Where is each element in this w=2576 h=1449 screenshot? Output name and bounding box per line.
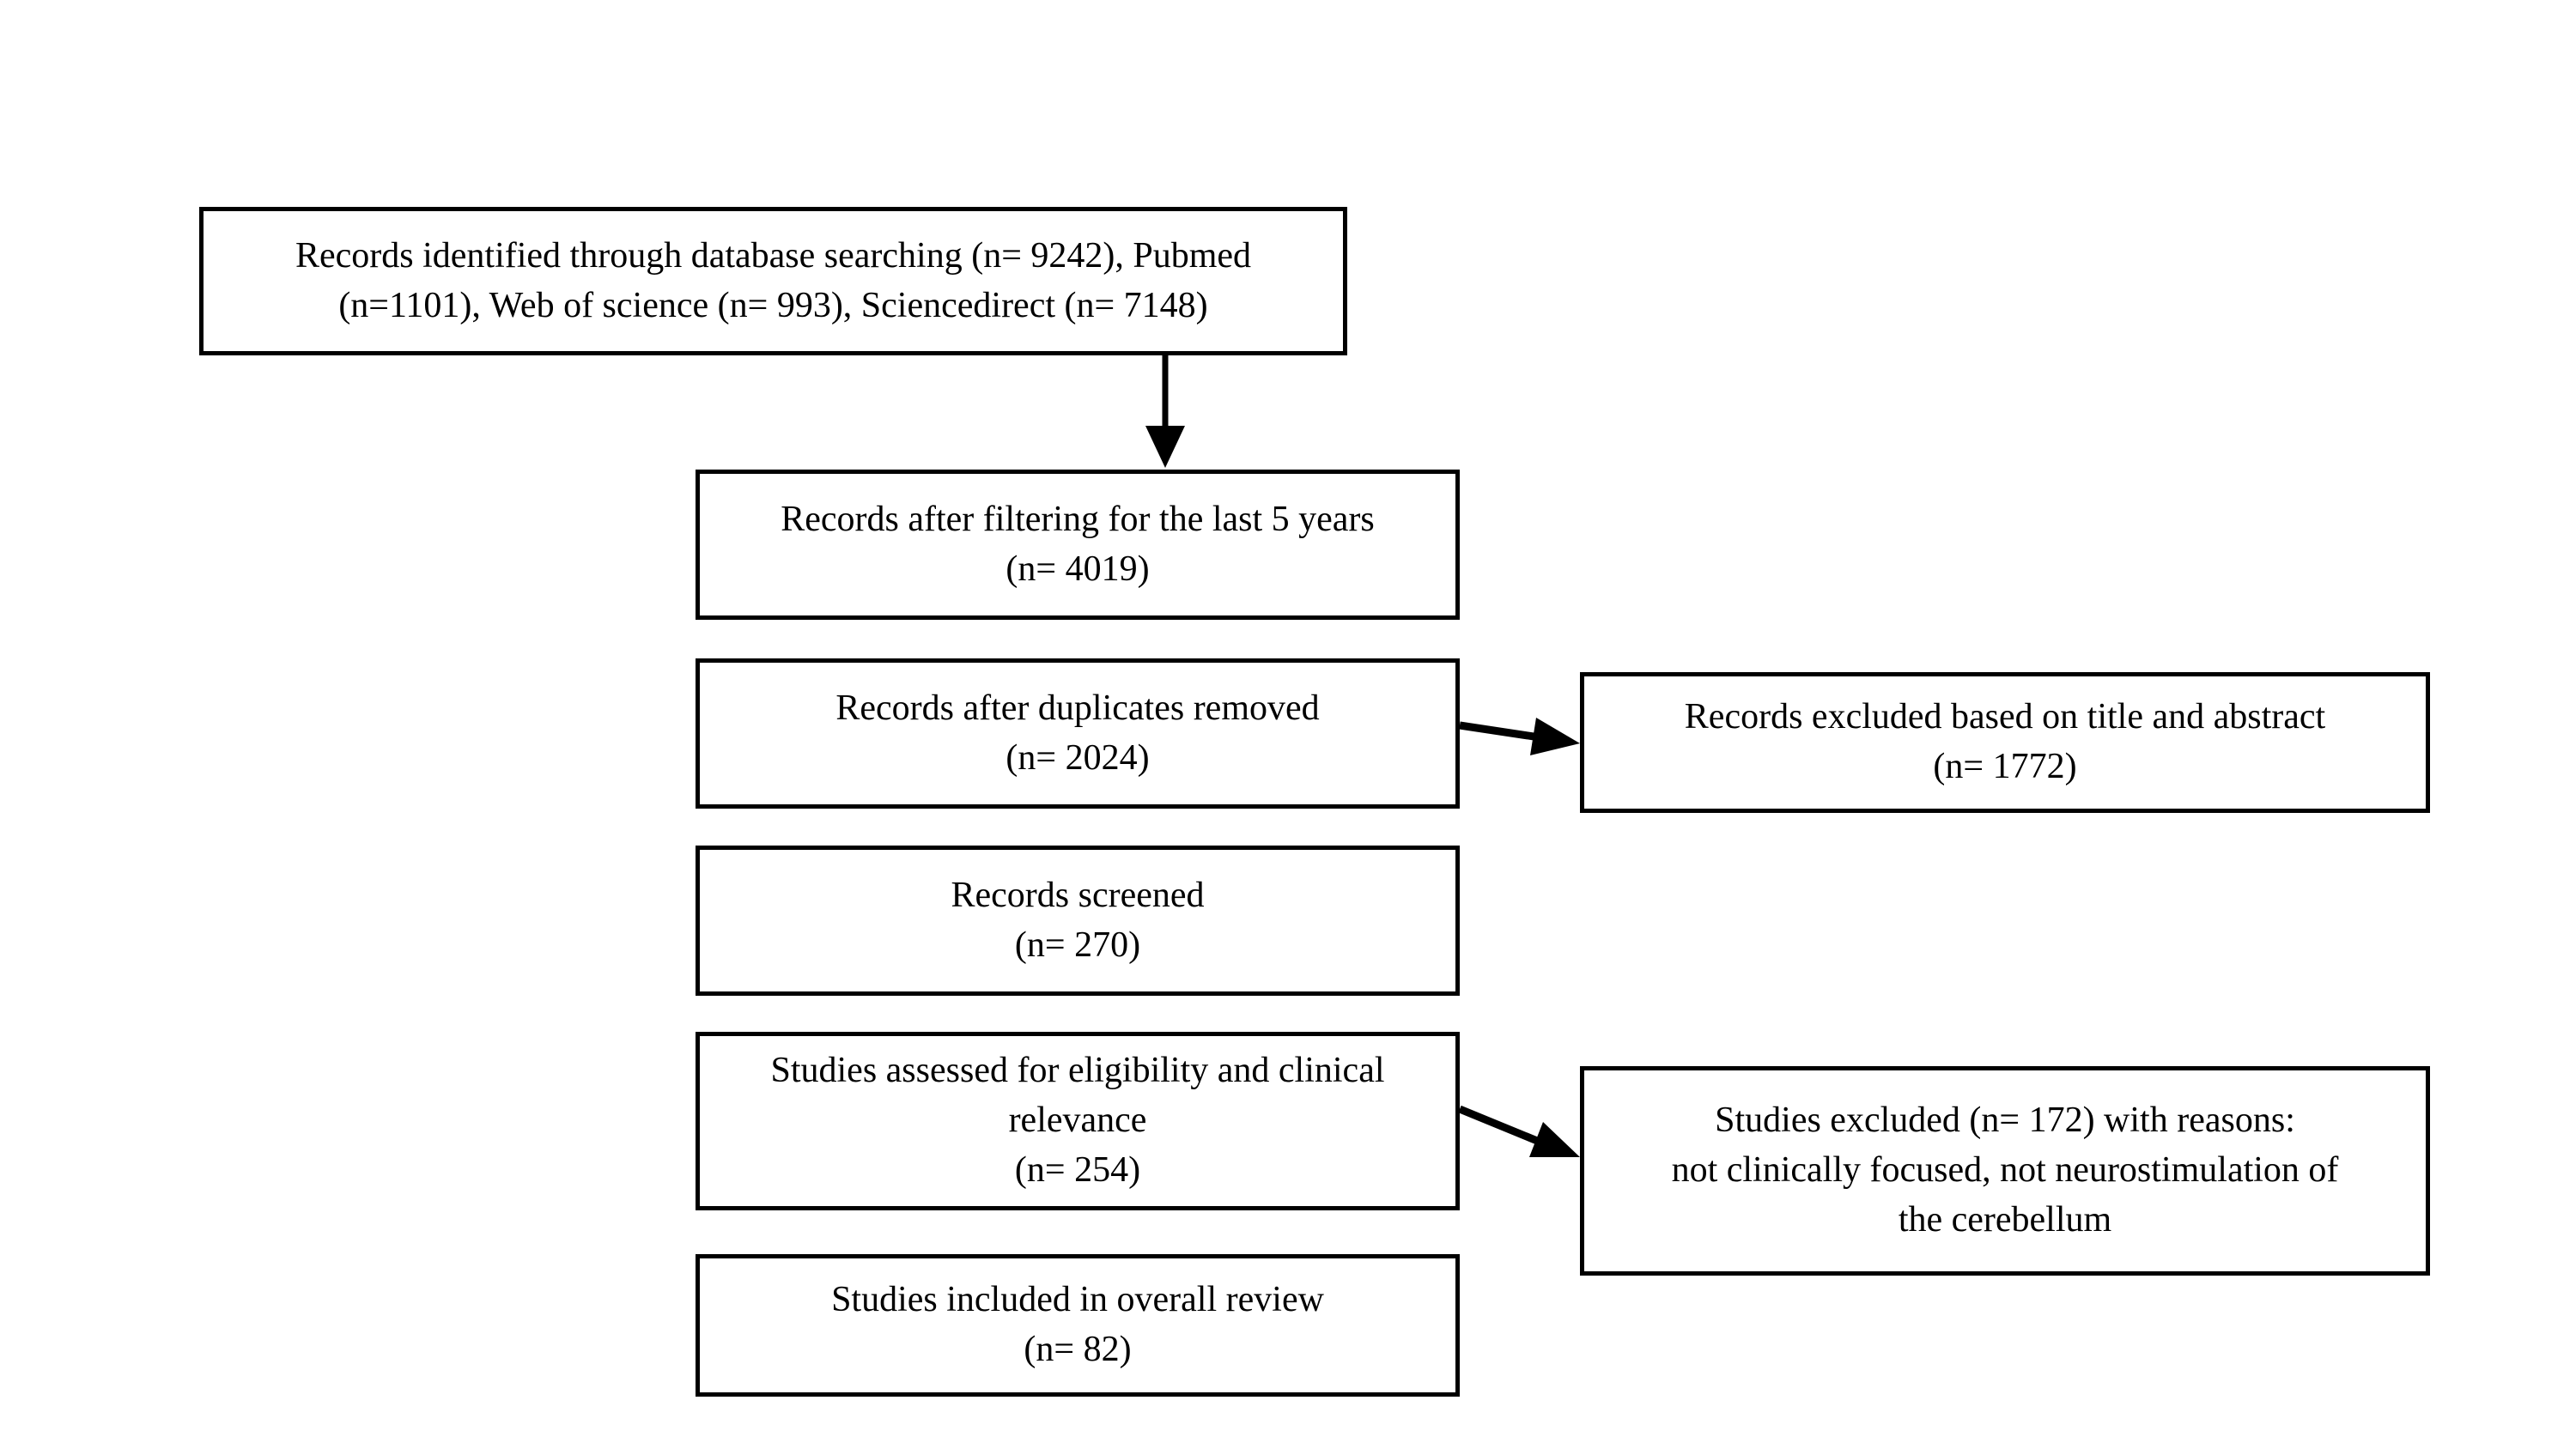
down-arrow-identification-to-filtered	[1145, 354, 1185, 468]
right-arrow-assessed-to-excluded	[1460, 1109, 1580, 1157]
box-studies-excluded-reasons-line3: the cerebellum	[1898, 1199, 2112, 1240]
box-records-screened-line2: (n= 270)	[1014, 925, 1141, 965]
box-studies-assessed-line1: Studies assessed for eligibility and clinical	[770, 1051, 1385, 1091]
box-studies-excluded-reasons	[1580, 1066, 2430, 1276]
box-studies-assessed-line3: (n= 254)	[1014, 1149, 1141, 1190]
box-studies-assessed	[696, 1032, 1460, 1210]
box-duplicates-removed-line2: (n= 2024)	[1005, 737, 1150, 778]
box-studies-included-line1: Studies included in overall review	[831, 1280, 1324, 1320]
box-excluded-title-abstract-line1: Records excluded based on title and abstract	[1684, 697, 2326, 737]
box-records-identified-line1: Records identified through database searching (n= 9242), Pubmed	[295, 235, 1252, 276]
box-records-screened-line1: Records screened	[951, 875, 1205, 915]
box-studies-assessed-line2: relevance	[1008, 1100, 1147, 1141]
box-studies-excluded-reasons-line1: Studies excluded (n= 172) with reasons:	[1715, 1100, 2295, 1141]
box-excluded-title-abstract	[1580, 672, 2430, 813]
box-duplicates-removed	[696, 658, 1460, 809]
right-arrow-duplicates-to-excluded	[1460, 718, 1580, 755]
box-excluded-title-abstract-line2: (n= 1772)	[1933, 747, 2077, 786]
box-duplicates-removed-line1: Records after duplicates removed	[835, 688, 1320, 728]
box-records-screened	[696, 846, 1460, 996]
box-records-identified	[199, 207, 1347, 355]
box-records-filtered-line1: Records after filtering for the last 5 years	[781, 499, 1375, 539]
box-records-identified-line2: (n=1101), Web of science (n= 993), Sciencedirect (n= 7148)	[338, 285, 1208, 325]
box-records-filtered	[696, 470, 1460, 620]
box-studies-included	[696, 1254, 1460, 1397]
box-studies-included-line2: (n= 82)	[1024, 1330, 1132, 1369]
box-records-filtered-line2: (n= 4019)	[1005, 549, 1150, 589]
box-studies-excluded-reasons-line2: not clinically focused, not neurostimulation of	[1671, 1150, 2339, 1191]
